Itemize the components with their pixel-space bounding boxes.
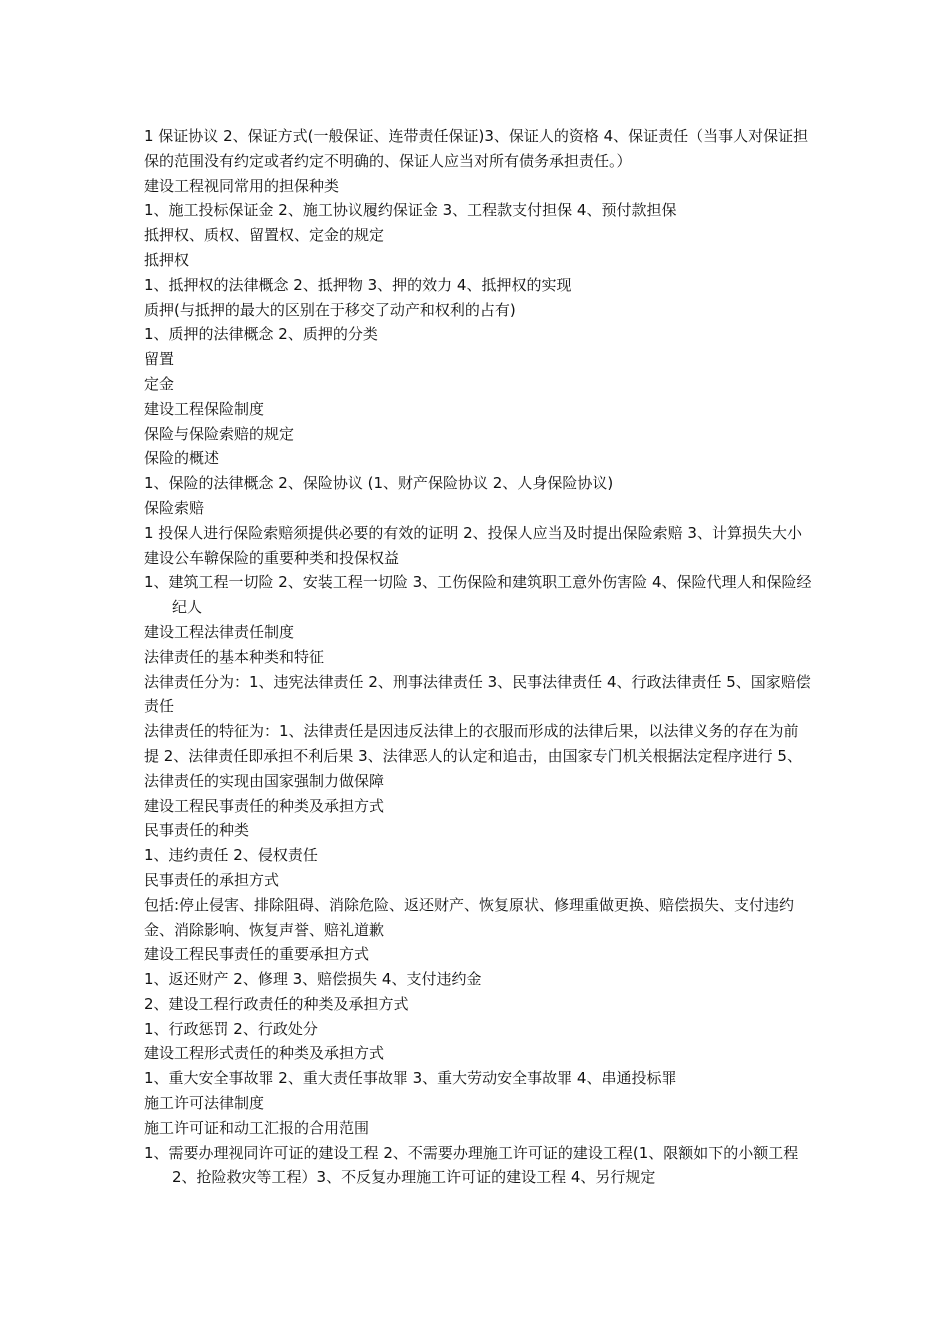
text-line: 1、施工投标保证金 2、施工协议履约保证金 3、工程款支付担保 4、预付款担保	[144, 201, 677, 220]
text-line: 1、质押的法律概念 2、质押的分类	[144, 325, 378, 344]
text-line: 施工许可证和动工汇报的合用范围	[144, 1118, 370, 1137]
text-line: 建设工程民事责任的种类及承担方式	[144, 796, 385, 815]
text-line: 法律责任的基本种类和特征	[144, 647, 325, 666]
text-line: 抵押权、质权、留置权、定金的规定	[144, 226, 385, 245]
text-line: 留置	[144, 350, 175, 369]
text-line: 民事责任的承担方式	[144, 870, 280, 889]
text-line: 1、重大安全事故罪 2、重大责任事故罪 3、重大劳动安全事故罪 4、串通投标罪	[144, 1069, 677, 1088]
text-line: 1、返还财产 2、修理 3、赔偿损失 4、支付违约金	[144, 970, 482, 989]
text-line: 1、保险的法律概念 2、保险协议 (1、财产保险协议 2、人身保险协议)	[144, 474, 614, 493]
text-line: 1、违约责任 2、侵权责任	[144, 846, 318, 865]
text-line: 1、需要办理视同许可证的建设工程 2、不需要办理施工许可证的建设工程(1、限额如下的小额工程 2、抢险救灾等工程）3、不反复办理施工许可证的建设工程 4、另行规定	[144, 1143, 804, 1187]
text-line: 施工许可法律制度	[144, 1094, 265, 1113]
text-line: 建设工程视同常用的担保种类	[144, 176, 340, 195]
text-line: 建设工程法律责任制度	[144, 622, 295, 641]
text-line: 质押(与抵押的最大的区别在于移交了动产和权利的占有)	[144, 300, 516, 319]
text-line: 定金	[144, 374, 175, 393]
text-line: 1、建筑工程一切险 2、安装工程一切险 3、工伤保险和建筑职工意外伤害险 4、保险代理人和保险经纪人	[144, 573, 812, 617]
text-line: 法律责任分为：1、违宪法律责任 2、刑事法律责任 3、民事法律责任 4、行政法律责任 5、国家赔偿责任	[144, 672, 811, 716]
text-line: 民事责任的种类	[144, 821, 250, 840]
document-body	[144, 124, 812, 1190]
text-line: 1 投保人进行保险索赔须提供必要的有效的证明 2、投保人应当及时提出保险索赔 3、计算损失大小	[144, 523, 802, 542]
text-line: 1 保证协议 2、保证方式(一般保证、连带责任保证)3、保证人的资格 4、保证责任（当事人对保证担保的范围没有约定或者约定不明确的、保证人应当对所有债务承担责任。）	[144, 127, 809, 170]
text-line: 建设工程保险制度	[144, 399, 265, 418]
text-line: 2、建设工程行政责任的种类及承担方式	[144, 994, 409, 1013]
text-line: 建设公车鞥保险的重要种类和投保权益	[144, 548, 400, 567]
text-line: 保险索赔	[144, 498, 205, 517]
text-line: 建设工程民事责任的重要承担方式	[144, 945, 370, 964]
text-line: 1、抵押权的法律概念 2、抵押物 3、押的效力 4、抵押权的实现	[144, 275, 572, 294]
text-line: 法律责任的特征为：1、法律责任是因违反法律上的衣服而形成的法律后果，以法律义务的存在为前提 2、法律责任即承担不利后果 3、法律恶人的认定和追击，由国家专门机关根据法定程序进行 5、法律责任的实现由国家强制力做保障	[144, 722, 802, 790]
text-line: 建设工程形式责任的种类及承担方式	[144, 1044, 385, 1063]
text-line: 抵押权	[144, 250, 190, 269]
text-line: 1、行政惩罚 2、行政处分	[144, 1019, 318, 1038]
text-line: 保险的概述	[144, 449, 220, 468]
text-line: 包括:停止侵害、排除阻碍、消除危险、返还财产、恢复原状、修理重做更换、赔偿损失、支付违约金、消除影响、恢复声誉、赔礼道歉	[144, 895, 795, 939]
text-line: 保险与保险索赔的规定	[144, 424, 295, 443]
